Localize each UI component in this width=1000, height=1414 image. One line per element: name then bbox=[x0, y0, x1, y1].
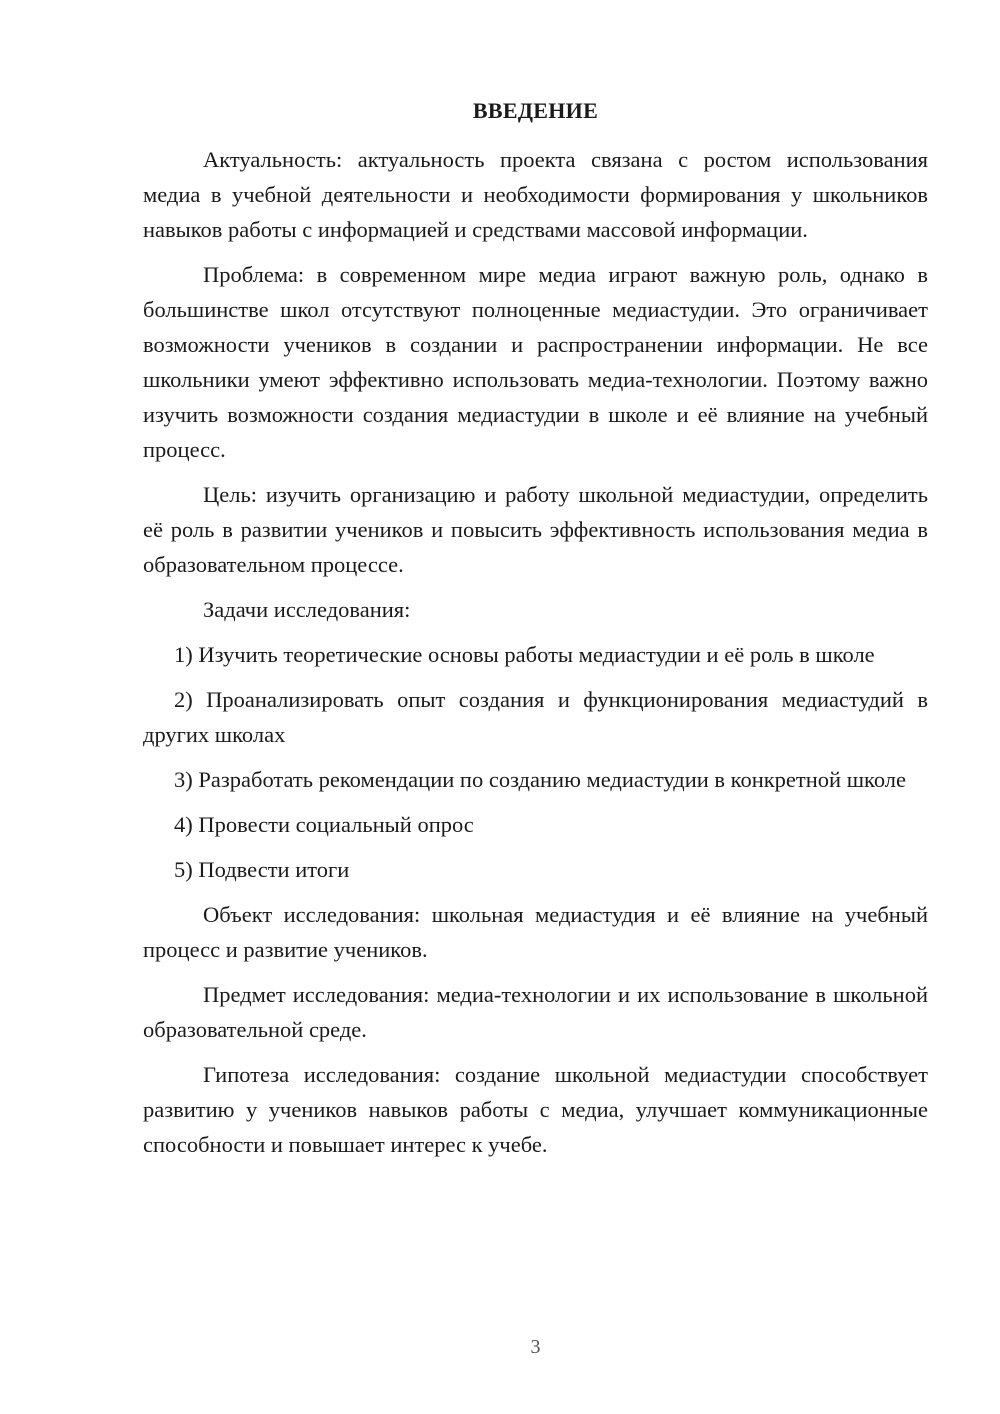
paragraph-hypothesis: Гипотеза исследования: создание школьной медиастудии способствует развитию у учеников навыков работы с медиа, улучшает коммуникационные способности и повышает интерес к учебе. bbox=[143, 1062, 928, 1157]
task-item-1: 1) Изучить теоретические основы работы медиастудии и её роль в школе bbox=[174, 642, 875, 667]
task-item-3: 3) Разработать рекомендации по созданию медиастудии в конкретной школе bbox=[174, 767, 906, 792]
paragraph-subject: Предмет исследования: медиа-технологии и их использование в школьной образовательной среде. bbox=[143, 982, 928, 1042]
section-title: ВВЕДЕНИЕ bbox=[472, 98, 599, 123]
paragraph-relevance: Актуальность: актуальность проекта связана с ростом использования медиа в учебной деятельности и необходимости формирования у школьников навыков работы с информацией и средствами массовой информации. bbox=[143, 147, 928, 242]
task-item-4: 4) Провести социальный опрос bbox=[174, 812, 474, 837]
paragraph-tasks-heading: Задачи исследования: bbox=[203, 597, 411, 622]
task-item-5: 5) Подвести итоги bbox=[174, 857, 350, 882]
paragraph-object: Объект исследования: школьная медиастудия и её влияние на учебный процесс и развитие учеников. bbox=[143, 902, 928, 962]
page-number: 3 bbox=[530, 1336, 541, 1358]
body-text bbox=[143, 142, 928, 1172]
task-item-2: 2) Проанализировать опыт создания и функционирования медиастудий в других школах bbox=[143, 687, 928, 747]
paragraph-problem: Проблема: в современном мире медиа играют важную роль, однако в большинстве школ отсутствуют полноценные медиастудии. Это ограничивает возможности учеников в создании и распространении информации. Не все школьники умеют эффективно использовать медиа-технологии. Поэтому важно изучить возможности создания медиастудии в школе и её влияние на учебный процесс. bbox=[143, 262, 928, 462]
paragraph-goal: Цель: изучить организацию и работу школьной медиастудии, определить её роль в развитии учеников и повысить эффективность использования медиа в образовательном процессе. bbox=[143, 482, 928, 577]
